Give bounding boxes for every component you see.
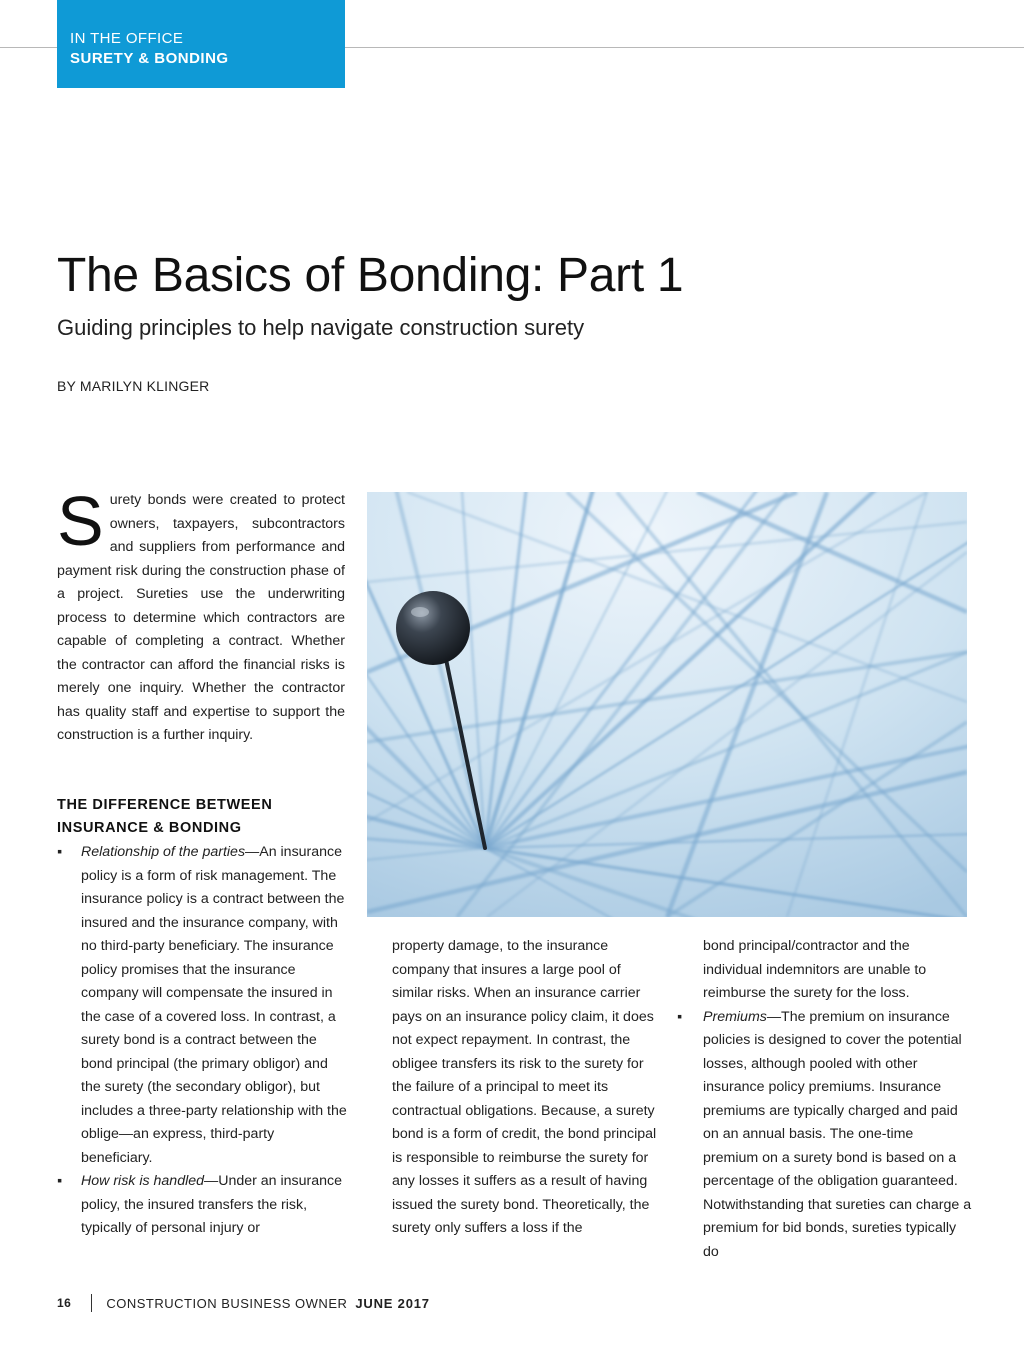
article-title: The Basics of Bonding: Part 1 — [57, 249, 684, 302]
section-kicker: IN THE OFFICE — [70, 30, 184, 47]
publication-name: CONSTRUCTION BUSINESS OWNER — [106, 1295, 348, 1311]
section-tab — [57, 0, 345, 88]
drop-cap: S — [57, 482, 104, 560]
column-2 — [392, 935, 662, 1241]
page-footer — [57, 1294, 430, 1312]
list-text-continued: bond principal/contractor and the individual indemnitors are unable to reimburse the surety for the loss. — [703, 938, 927, 1001]
list-item — [57, 841, 347, 1170]
list-text-continued: property damage, to the insurance company that insures a large pool of similar risks. When an insurance carrier pays on an insurance policy claim, it does not expect repayment. In contrast, the obligee transfers its risk to the surety for the failure of a principal to meet its contractual obligations. Because, a surety bond is a form of credit, the bond principal is responsible to reimburse the surety for any losses it suffers as a result of having issued the surety bond. Theoretically, the surety only suffers a loss if the — [392, 938, 657, 1236]
section-topic: SURETY & BONDING — [70, 50, 229, 67]
hero-photo — [367, 492, 967, 917]
list-term: Relationship of the parties — [81, 844, 246, 860]
bullet-icon: ▪ — [677, 1008, 683, 1025]
bullet-icon: ▪ — [57, 844, 63, 860]
list-text: —Under an insurance policy, the insured transfers the risk, typically of personal injury or — [81, 1173, 343, 1236]
byline: BY MARILYN KLINGER — [57, 378, 210, 394]
footer-divider — [91, 1294, 92, 1312]
section-heading: THE DIFFERENCE BETWEEN INSURANCE & BONDING — [57, 797, 273, 836]
issue-date: JUNE 2017 — [355, 1295, 430, 1311]
page-number: 16 — [57, 1296, 72, 1310]
list-text: —An insurance policy is a form of risk management. The insurance policy is a contract between the insured and the insurance company, with no third-party beneficiary. The insurance policy promises that the insurance company will compensate the insured in the case of a covered loss. In contrast, a surety bond is a contract between the bond principal (the primary obligor) and the surety (the secondary obligor), but includes a three-party relationship with the oblige—an express, third-party beneficiary. — [81, 844, 347, 1166]
list-text: —The premium on insurance policies is designed to cover the potential losses, although pooled with other insurance policy premiums. Insurance premiums are typically charged and paid on an annual basis. The one-time premium on a surety bond is based on a percentage of the obligation guaranteed. Notwithstanding that sureties can charge a premium for bid bonds, sureties typically do — [703, 1008, 972, 1260]
list-term: Premiums — [703, 1008, 767, 1025]
bullet-icon: ▪ — [57, 1173, 63, 1189]
list-item — [677, 1006, 972, 1265]
list-item — [57, 1170, 347, 1241]
column-1 — [57, 841, 347, 1241]
list-term: How risk is handled — [81, 1173, 205, 1189]
article-subtitle: Guiding principles to help navigate construction surety — [57, 315, 585, 340]
column-3 — [677, 935, 972, 1264]
intro-text: urety bonds were created to protect owners, taxpayers, subcontractors and suppliers from performance and payment risk during the construction phase of a project. Sureties use the underwriting process to determine which contractors are capable of completing a contract. Whether the contractor can afford the financial risks is merely one inquiry. Whether the contractor has quality staff and expertise to support the construction is a further inquiry. — [57, 492, 345, 743]
intro-paragraph — [57, 482, 345, 748]
